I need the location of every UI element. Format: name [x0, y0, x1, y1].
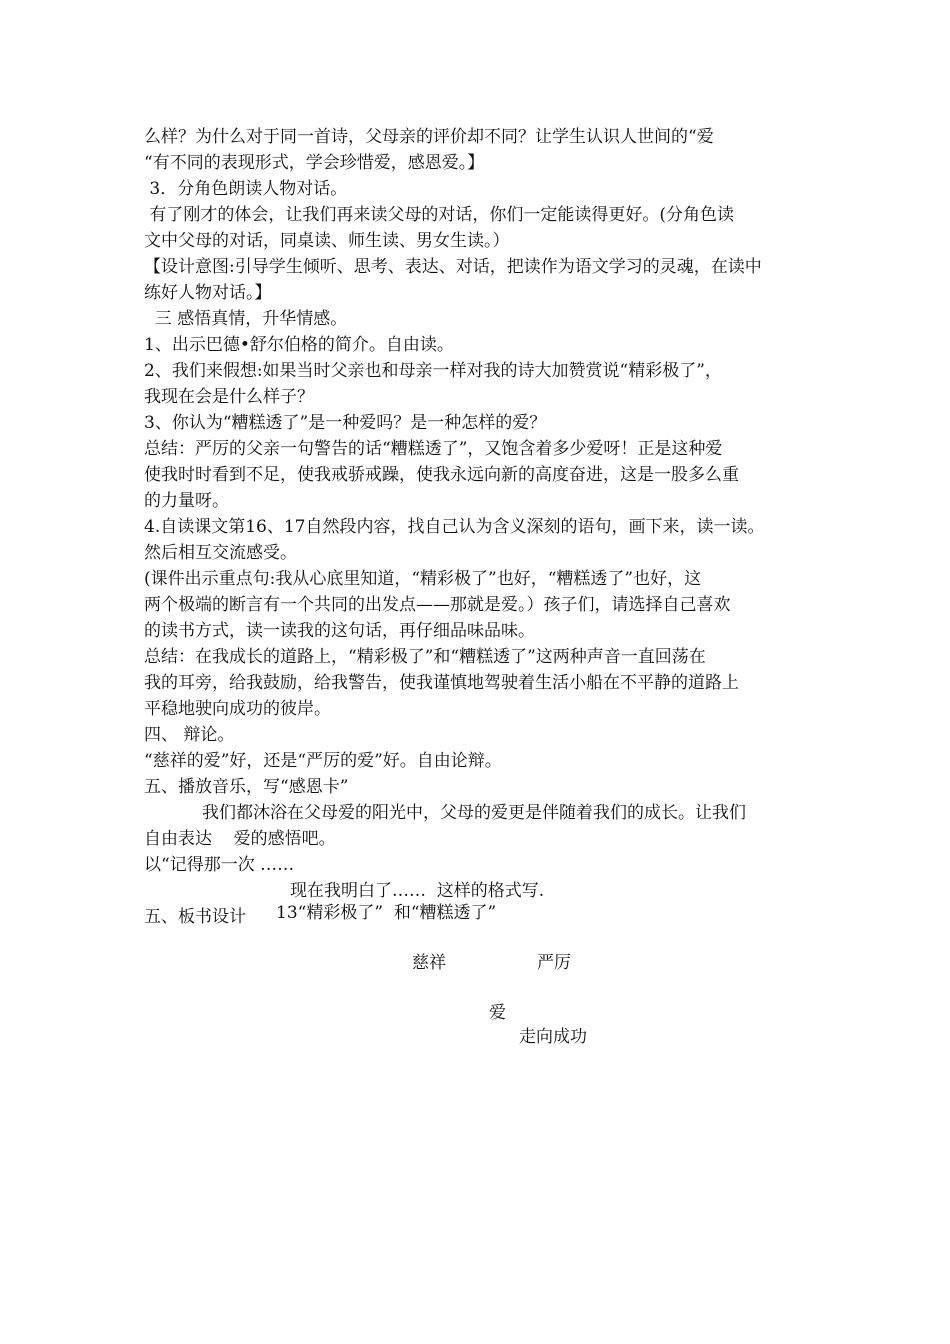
text-line: 总结：严厉的父亲一句警告的话“糟糕透了”，又饱含着多少爱呀！正是这种爱 [144, 439, 723, 459]
text-line: 3、你认为“糟糕透了”是一种爱吗？是一种怎样的爱？ [144, 413, 547, 433]
text-line: 有了刚才的体会，让我们再来读父母的对话，你们一定能读得更好。(分角色读 [144, 205, 735, 225]
text-line: 两个极端的断言有一个共同的出发点——那就是爱。）孩子们，请选择自己喜欢 [144, 595, 731, 615]
text-line: 3．分角色朗读人物对话。 [144, 179, 348, 199]
section-heading: 五、板书设计 [144, 907, 246, 927]
board-left-word: 慈祥 [412, 953, 446, 973]
text-line: 平稳地驶向成功的彼岸。 [144, 699, 331, 719]
text-line: “慈祥的爱”好，还是“严厉的爱”好。自由论辩。 [144, 751, 502, 771]
text-line: 的读书方式，读一读我的这句话，再仔细品味品味。 [144, 621, 535, 641]
text-line: 然后相互交流感受。 [144, 543, 297, 563]
text-line: “有不同的表现形式，学会珍惜爱，感恩爱。】 [144, 153, 485, 173]
section-heading: 三 感悟真情，升华情感。 [144, 309, 348, 329]
board-center-word: 爱 [489, 1003, 506, 1023]
text-line: 我们都沐浴在父母爱的阳光中，父母的爱更是伴随着我们的成长。让我们 [202, 803, 746, 823]
text-line: 【设计意图:引导学生倾听、思考、表达、对话，把读作为语文学习的灵魂，在读中 [144, 257, 762, 277]
text-line: 2、我们来假想:如果当时父亲也和母亲一样对我的诗大加赞赏说“精彩极了”， [144, 361, 722, 381]
text-line: (课件出示重点句:我从心底里知道，“精彩极了”也好，“糟糕透了”也好，这 [144, 569, 702, 589]
text-line: 4.自读课文第16、17自然段内容，找自己认为含义深刻的语句，画下来，读一读。 [144, 517, 765, 537]
section-heading: 四、 辩论。 [144, 725, 235, 745]
text-line: 我现在会是什么样子？ [144, 387, 314, 407]
text-line: 文中父母的对话，同桌读、师生读、男女生读。） [144, 231, 510, 251]
text-line: 以“记得那一次 …… [144, 855, 295, 875]
board-title: 13“精彩极了” 和“糟糕透了” [276, 903, 497, 923]
section-heading: 五、播放音乐，写“感恩卡” [144, 777, 349, 797]
text-line: 现在我明白了…… 这样的格式写. [290, 881, 545, 901]
text-line: 使我时时看到不足，使我戒骄戒躁，使我永远向新的高度奋进，这是一股多么重 [144, 465, 739, 485]
text-line: 总结：在我成长的道路上，“精彩极了”和“糟糕透了”这两种声音一直回荡在 [144, 647, 706, 667]
text-line: 的力量呀。 [144, 491, 229, 511]
text-line: 我的耳旁，给我鼓励，给我警告，使我谨慎地驾驶着生活小船在不平静的道路上 [144, 673, 739, 693]
board-right-word: 严厉 [537, 953, 571, 973]
document-body [144, 124, 814, 930]
text-line: 自由表达 爱的感悟吧。 [144, 829, 336, 849]
text-line: 练好人物对话。】 [144, 283, 272, 303]
text-line: 么样？为什么对于同一首诗，父母亲的评价却不同？让学生认识人世间的“爱 [144, 127, 714, 147]
text-line: 1、出示巴德•舒尔伯格的简介。自由读。 [144, 335, 454, 355]
board-bottom-word: 走向成功 [519, 1027, 587, 1047]
